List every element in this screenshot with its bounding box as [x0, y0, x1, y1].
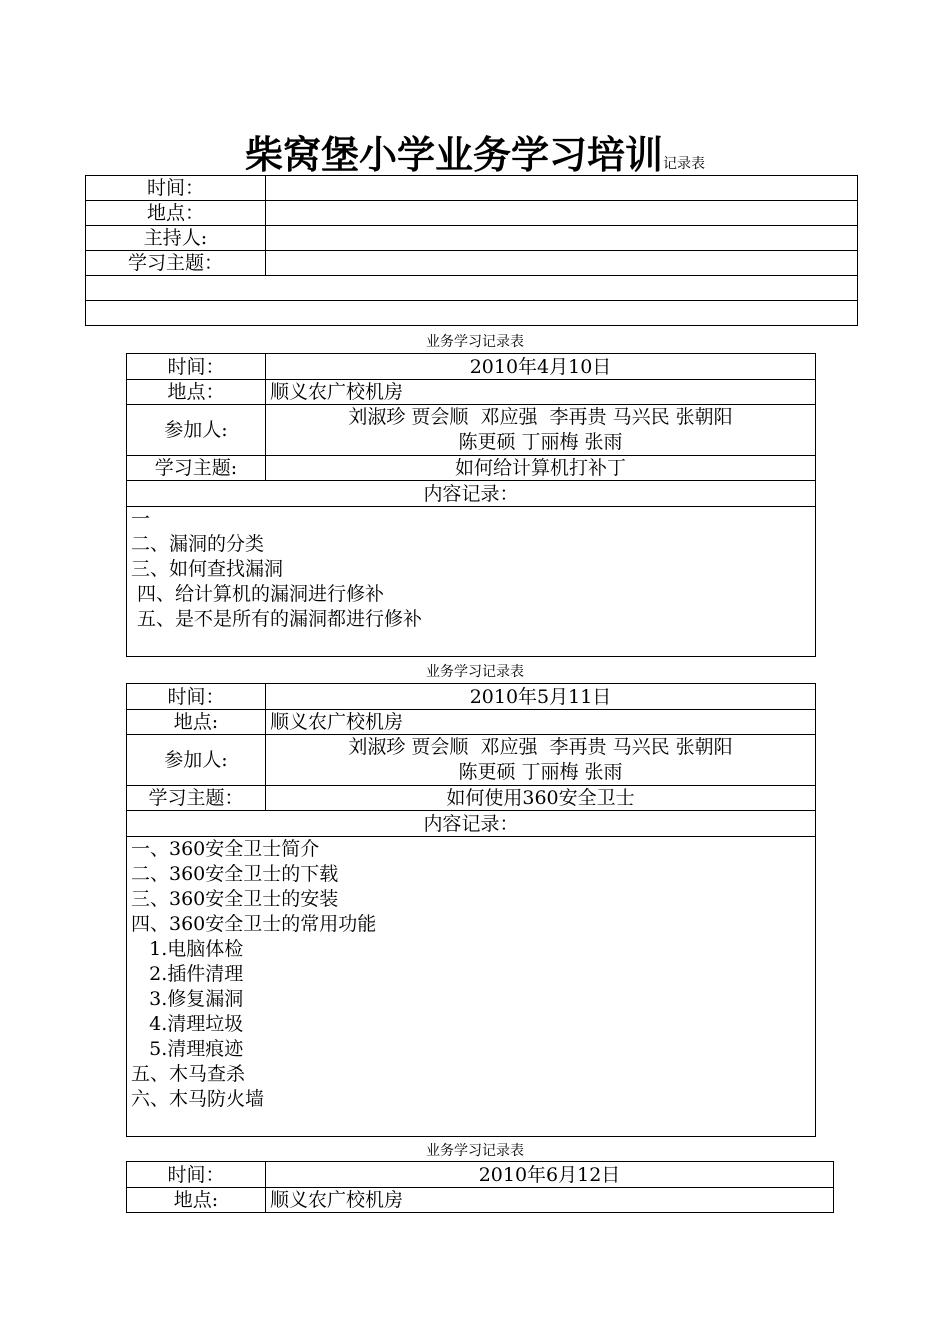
place-label: 地点: — [127, 1188, 266, 1213]
content-label: 内容记录： — [127, 481, 816, 507]
top-time-label: 时间： — [86, 176, 266, 201]
record-table — [126, 353, 816, 657]
content-line: 三、如何查找漏洞 — [131, 558, 284, 580]
time-label: 时间： — [127, 1162, 266, 1188]
content-label: 内容记录： — [127, 811, 816, 837]
top-place-value — [266, 201, 858, 226]
place-value: 顺义农广校机房 — [266, 1188, 834, 1213]
record-table — [126, 1161, 834, 1213]
topic-label: 学习主题: — [127, 456, 266, 481]
content-line: 一、360安全卫士简介 — [131, 838, 320, 860]
top-blank-row — [86, 301, 858, 326]
time-value: 2010年6月12日 — [266, 1162, 834, 1188]
record-caption: 业务学习记录表 — [426, 1143, 524, 1159]
record-caption: 业务学习记录表 — [426, 334, 524, 350]
title-suffix: 记录表 — [663, 156, 705, 172]
content-line: 四、给计算机的漏洞进行修补 — [131, 583, 385, 605]
participants-line: 刘淑珍 贾会顺 邓应强 李再贵 马兴民 张朝阳 — [348, 406, 733, 428]
top-host-label: 主持人: — [86, 226, 266, 251]
time-label: 时间： — [127, 684, 266, 710]
participants-value — [266, 735, 816, 786]
content-line: 六、木马防火墙 — [131, 1088, 265, 1110]
participants-line: 刘淑珍 贾会顺 邓应强 李再贵 马兴民 张朝阳 — [348, 736, 733, 758]
time-value: 2010年5月11日 — [266, 684, 816, 710]
content-line: 五、是不是所有的漏洞都进行修补 — [131, 608, 423, 630]
participants-value — [266, 405, 816, 456]
top-host-value — [266, 226, 858, 251]
record-caption: 业务学习记录表 — [426, 664, 524, 680]
topic-value: 如何给计算机打补丁 — [266, 456, 816, 481]
participants-label: 参加人: — [127, 735, 266, 786]
content-line: 四、360安全卫士的常用功能 — [131, 913, 377, 935]
document-title — [0, 124, 950, 179]
content-body — [127, 507, 816, 657]
title-main: 柴窝堡小学业务学习培训 — [244, 133, 663, 177]
content-line: 二、漏洞的分类 — [131, 533, 265, 555]
content-line: 二、360安全卫士的下载 — [131, 863, 339, 885]
participants-line: 陈更硕 丁丽梅 张雨 — [458, 761, 623, 783]
top-form-table — [85, 175, 858, 326]
top-time-value — [266, 176, 858, 201]
place-label: 地点: — [127, 710, 266, 735]
top-place-label: 地点： — [86, 201, 266, 226]
time-label: 时间： — [127, 354, 266, 380]
content-line: 五、木马查杀 — [131, 1063, 246, 1085]
top-blank-row — [86, 276, 858, 301]
place-value: 顺义农广校机房 — [266, 710, 816, 735]
content-line: 三、360安全卫士的安装 — [131, 888, 339, 910]
time-value: 2010年4月10日 — [266, 354, 816, 380]
place-value: 顺义农广校机房 — [266, 380, 816, 405]
content-line: 3.修复漏洞 — [131, 988, 244, 1010]
place-label: 地点： — [127, 380, 266, 405]
record-table — [126, 683, 816, 1137]
content-line: 一 — [131, 508, 151, 530]
content-line: 4.清理垃圾 — [131, 1013, 244, 1035]
topic-value: 如何使用360安全卫士 — [266, 786, 816, 811]
participants-label: 参加人: — [127, 405, 266, 456]
content-line: 5.清理痕迹 — [131, 1038, 244, 1060]
content-body — [127, 837, 816, 1137]
participants-line: 陈更硕 丁丽梅 张雨 — [458, 431, 623, 453]
content-line: 1.电脑体检 — [131, 938, 244, 960]
topic-label: 学习主题： — [127, 786, 266, 811]
top-topic-label: 学习主题： — [86, 251, 266, 276]
content-line: 2.插件清理 — [131, 963, 244, 985]
top-topic-value — [266, 251, 858, 276]
